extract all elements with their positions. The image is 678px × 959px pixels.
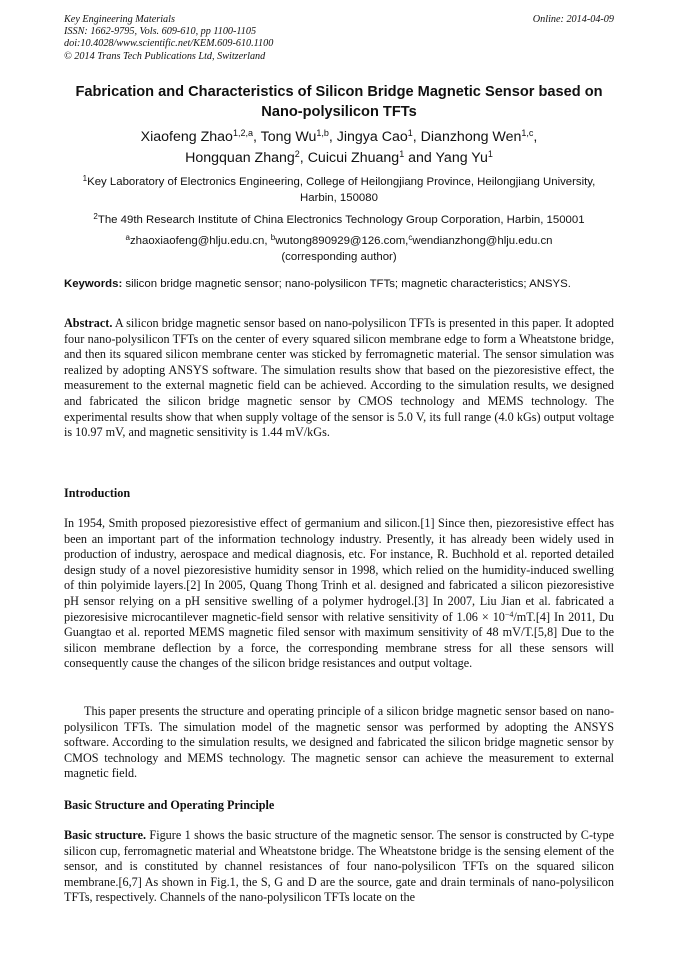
email-link[interactable]: wendianzhong@hlju.edu.cn (412, 235, 553, 247)
affiliation-text: The 49th Research Institute of China Electronics Technology Group Corporation, Harbin, 150001 (97, 214, 585, 226)
intro-text: In 1954, Smith proposed piezoresistive effect of germanium and silicon.[1] Since then, piezoresistive effect has been an important part of the information technology industry. Presently, it has already been widely used in production of industry, aerospace and medical diagnosis, etc. For instance, R. Buchhold et al. reported detailed design study of a novel piezoresistive humidity sensor in 1998, which relied on the humidity-induced swelling of thin polyimide layers.[2] In 2005, Quang Thong Trinh et al. designed and fabricated a silicon piezoresistive pH sensor relying on a pH sensitive swelling of a polymer hydrogel.[3] In 2007, Liu Jian et al. fabricated a piezoresisive microcantilever magnetic-field sensor with relative sensitivity of (64, 516, 614, 624)
math-base: 1.06 × 10 (456, 609, 505, 624)
author-separator: , (412, 129, 421, 145)
paper-title: Fabrication and Characteristics of Silicon Bridge Magnetic Sensor based on Nano-polysilicon TFTs (75, 84, 603, 120)
affiliation-mark: 1 (82, 174, 88, 183)
author-affil-mark: 2 (294, 149, 300, 159)
journal-name: Key Engineering Materials (64, 14, 175, 25)
author-separator: and (404, 150, 436, 166)
online-date: Online: 2014-04-09 (532, 14, 614, 25)
author-affil-mark: 1,2,a (232, 128, 253, 138)
issn-line: ISSN: 1662-9795, Vols. 609-610, pp 1100-1105 (64, 26, 257, 38)
author-name: Xiaofeng Zhao (140, 129, 233, 145)
author-name: Hongquan Zhang (185, 150, 295, 166)
author-affil-mark: 1 (399, 149, 405, 159)
author-name: Yang Yu (435, 150, 488, 166)
author-affil-mark: 1 (407, 128, 413, 138)
abstract-label: Abstract. (64, 316, 113, 330)
author-list (60, 127, 618, 169)
author-name: Tong Wu (260, 129, 317, 145)
doi-line: doi:10.4028/www.scientific.net/KEM.609-610.1100 (64, 38, 274, 50)
author-name: Jingya Cao (336, 129, 408, 145)
abstract-paragraph (64, 316, 614, 441)
author-affil-mark: 1,b (316, 128, 329, 138)
email-mark: c (408, 233, 413, 242)
email-link[interactable]: zhaoxiaofeng@hlju.edu.cn, (129, 235, 271, 247)
intro-paragraph-2: This paper presents the structure and operating principle of a silicon bridge magnetic sensor based on nano-polysilicon TFTs. The simulation model of the magnetic sensor was performed by adopting the ANSYS software. According to the simulation results, we designed and fabricated the silicon bridge magnetic sensor by CMOS technology and MEMS technology. The magnetic sensor can achieve the measurement to external magnetic field. (64, 704, 614, 781)
intro-text: /mT.[4] In 2011, Du Guangtao et al. reported MEMS magnetic filed sensor with maximum sensitivity of 48 mV/T.[5,8] Due to the silicon membrane deflection by a force, the corresponding membrane stress for all these sensors will consequently cause the changes of the silicon bridge resistances and output voltage. (64, 609, 615, 671)
author-affil-mark: 1 (487, 149, 493, 159)
basic-structure-text: Figure 1 shows the basic structure of the magnetic sensor. The sensor is constructed by C-type silicon cup, ferromagnetic material and Wheatstone bridge. The Wheatstone bridge is the sensing element of the sensor, and is constituted by channel resistances of four nano-polysilicon TFTs on the squared silicon membrane.[6,7] As shown in Fig.1, the S, G and D are the source, gate and drain terminals of nano-polysilicon TFTs, respectively. Channels of the nano-polysilicon TFTs locate on the (64, 828, 614, 905)
journal-header (64, 14, 424, 63)
section-heading-basic-structure: Basic Structure and Operating Principle (64, 798, 275, 812)
keywords-text: silicon bridge magnetic sensor; nano-polysilicon TFTs; magnetic characteristics; ANSYS. (122, 278, 571, 290)
keywords-label: Keywords: (64, 278, 123, 290)
abstract-text: A silicon bridge magnetic sensor based on nano-polysilicon TFTs is presented in this paper. It adopted four nano-polysilicon TFTs on the center of every squared silicon membrane edge to form a Wheatstone bridge, and then its squared silicon membrane center was sticked by ferromagnetic material. The sensor simulation was realized by adopting ANSYS software. The simulation results show that based on the piezoresistive effect, the measurement to the external magnetic field can be achieved. According to the simulation results, we designed and fabricated the silicon bridge magnetic sensor by CMOS technology and MEMS technology. The experimental results show that when supply voltage of the sensor is 5.0 V, its full range (4.0 kGs) output voltage is 10.97 mV, and magnetic sensitivity is 1.44 mV/kGs. (64, 316, 614, 440)
basic-structure-label: Basic structure. (64, 828, 147, 842)
author-separator: , (252, 129, 261, 145)
email-link[interactable]: wutong890929@126.com, (275, 235, 409, 247)
author-separator: , (533, 129, 538, 145)
copyright-line: © 2014 Trans Tech Publications Ltd, Switzerland (64, 50, 266, 62)
author-affil-mark: 1,c (521, 128, 534, 138)
author-separator: , (328, 129, 337, 145)
keywords-line (64, 277, 614, 292)
email-mark: b (270, 233, 276, 242)
affiliation-mark: 2 (93, 212, 98, 221)
corresponding-note: (corresponding author) (281, 251, 397, 263)
author-name: Cuicui Zhuang (307, 150, 400, 166)
math-exponent: −4 (504, 609, 514, 619)
affiliation-1 (64, 174, 614, 206)
intro-paragraph-1 (64, 516, 614, 672)
author-emails (64, 233, 614, 265)
section-heading-introduction: Introduction (64, 486, 131, 500)
sensitivity-value (457, 610, 514, 624)
affiliation-2 (64, 212, 614, 228)
author-name: Dianzhong Wen (420, 129, 522, 145)
affiliation-text: Key Laboratory of Electronics Engineering, College of Heilongjiang Province, Heilongjiang University, Harbin, 150080 (87, 176, 596, 204)
author-separator: , (299, 150, 308, 166)
email-mark: a (125, 233, 130, 242)
basic-structure-paragraph (64, 828, 614, 906)
